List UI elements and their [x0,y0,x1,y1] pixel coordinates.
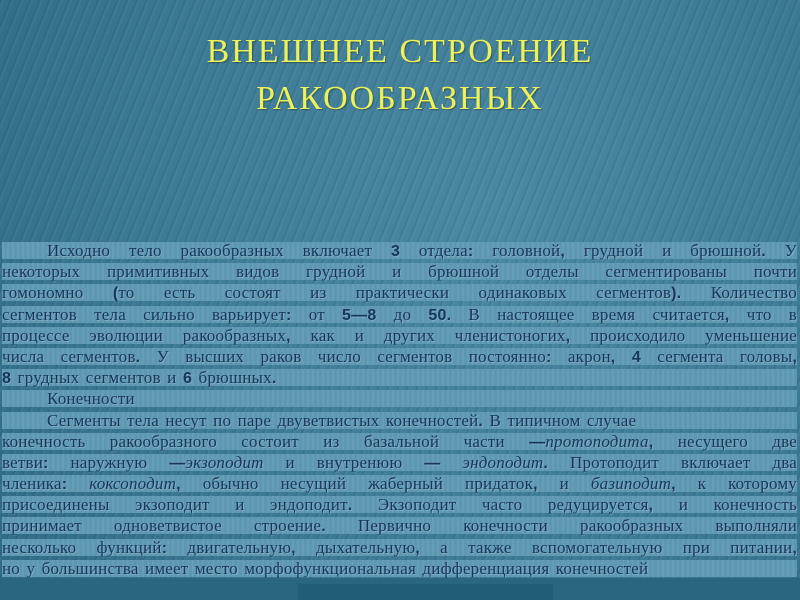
text-segment: некоторых примитивных видов грудной и брюшной отделы сегментированы почти [2,262,797,282]
text-line [2,433,797,450]
text-line [2,242,797,259]
text-segment: Исходно тело ракообразных включает 3 отдела: головной, грудной и брюшной. У [47,241,797,260]
text-line [2,306,797,323]
text-line [2,517,797,534]
title-line-1: ВНЕШНЕЕ СТРОЕНИЕ [206,33,594,70]
text-segment: присоединены экзоподит и эндоподит. Экзоподит часто редуцируется, и конечность [2,495,797,515]
text-segment: числа сегментов. У высших раков число сегментов постоянно: акрон, 4 сегмента головы, [2,346,798,366]
text-segment: Сегменты тела несут по паре двуветвистых конечностей. В типичном случае [47,410,637,430]
text-segment: и внутренюю — [263,452,441,472]
text-segment: , несущего две [648,431,798,451]
text-segment: ветви: наружную — [2,452,186,472]
text-line [2,496,797,513]
text-line [2,390,797,407]
text-line [2,284,797,301]
italic-term: экзоподит [185,452,264,472]
text-segment: Конечности [47,389,135,409]
bottom-shadow-center [298,584,553,600]
text-segment: членика: [2,474,68,494]
text-segment: конечность ракообразного состоит из базальной части — [2,431,546,451]
text-line [2,560,797,577]
text-line [2,369,797,386]
italic-term: протоподита [545,431,649,451]
text-segment: 8 грудных сегментов и 6 брюшных. [2,368,277,388]
text-line [2,475,797,492]
text-line [2,327,797,344]
text-line [2,539,797,556]
text-line [2,348,797,365]
text-line [2,454,797,471]
slide-title [0,28,800,122]
italic-term: эндоподит [462,452,544,472]
text-segment: сегментов тела сильно варьирует: от 5—8 до 50. В настоящее время считается, что в [2,304,798,324]
text-segment: , обычно несущий жаберный придаток, и [176,474,591,494]
text-segment: , к которому [671,474,797,494]
text-segment: но у большинства имеет место морфофункциональная дифференциация конечностей [2,558,649,578]
italic-term: коксоподит [89,474,177,494]
text-segment: процессе эволюции ракообразных, как и других членистоногих, происходило уменьшение [2,325,797,345]
text-line [2,412,797,429]
text-segment: принимает одноветвистое строение. Первично конечности ракообразных выполняли [2,516,797,536]
italic-term: базиподит [590,474,672,494]
text-segment: гомономно (то есть состоят из практически одинаковых сегментов). Количество [2,283,797,303]
text-line [2,263,797,280]
title-line-2: РАКООБРАЗНЫХ [256,80,544,117]
body-text-block [2,242,797,581]
text-segment: . Протоподит включает два [543,452,797,472]
text-segment: несколько функций: двигательную, дыхательную, а также вспомогательную при питании, [2,537,797,557]
